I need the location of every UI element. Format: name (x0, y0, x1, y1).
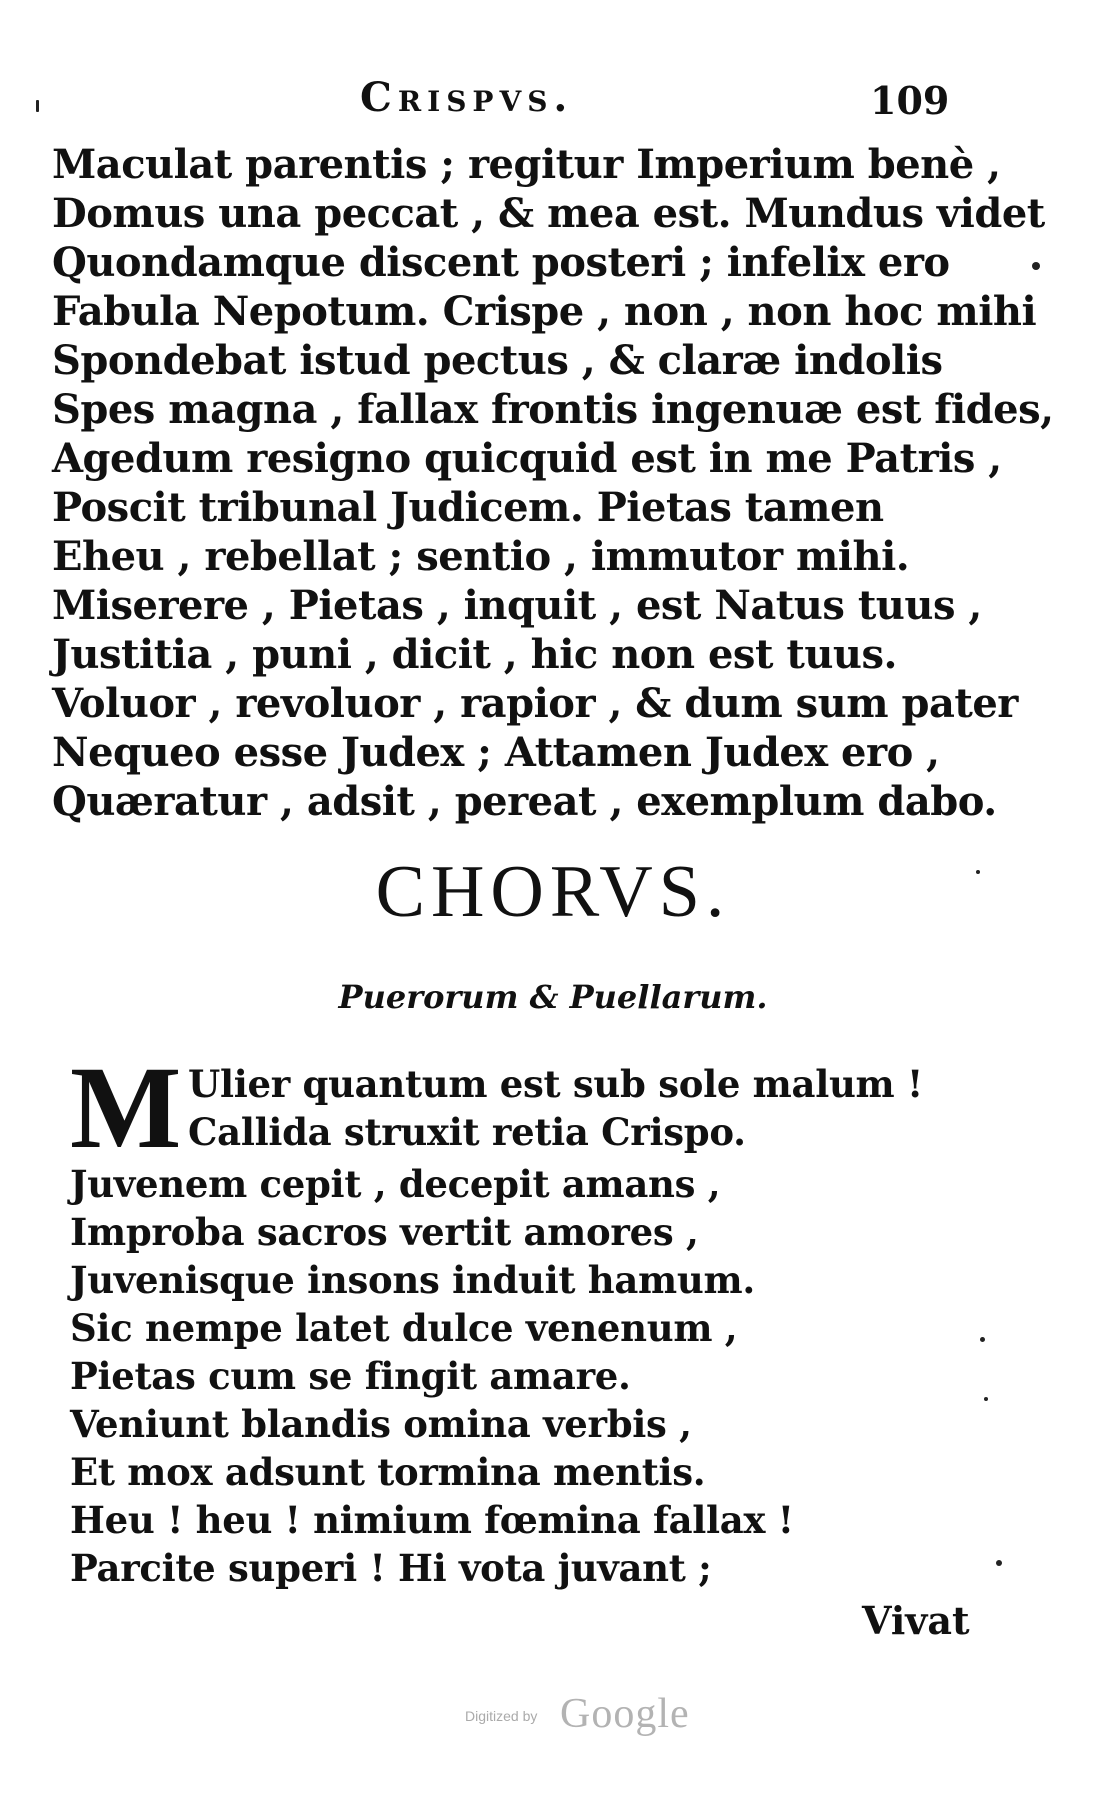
page-number: 109 (870, 78, 950, 123)
verse-line: Justitia , puni , dicit , hic non est tuus. (52, 631, 897, 678)
chorus-line: Ulier quantum est sub sole malum ! (188, 1062, 923, 1106)
chorus-line: Juvenisque insons induit hamum. (70, 1258, 755, 1302)
verse-line: Poscit tribunal Judicem. Pietas tamen (52, 484, 884, 531)
verse-line: Spes magna , fallax frontis ingenuæ est fides, (52, 386, 1054, 433)
chorus-line: Juvenem cepit , decepit amans , (70, 1162, 721, 1206)
drop-cap: M (70, 1042, 182, 1173)
verse-block (52, 140, 1054, 826)
ink-speck (996, 1560, 1002, 1566)
dropcap-lines (188, 1060, 923, 1156)
digitized-by-label: Digitized by (465, 1708, 538, 1724)
ink-speck (976, 870, 980, 874)
chorus-heading: CHORVS. (375, 851, 731, 933)
chorus-line: Sic nempe latet dulce venenum , (70, 1306, 738, 1350)
chorus-line: Callida struxit retia Crispo. (188, 1110, 746, 1154)
verse-line: Voluor , revoluor , rapior , & dum sum pater (52, 680, 1018, 727)
verse-line: Domus una peccat , & mea est. Mundus videt (52, 190, 1045, 237)
verse-line: Miserere , Pietas , inquit , est Natus tuus , (52, 582, 982, 629)
verse-line: Agedum resigno quicquid est in me Patris , (52, 435, 1002, 482)
ink-speck (980, 1337, 985, 1342)
chorus-subheading: Puerorum & Puellarum. (338, 978, 768, 1016)
catchword: Vivat (862, 1598, 970, 1643)
chorus-line: Et mox adsunt tormina mentis. (70, 1450, 706, 1494)
google-watermark: Google (560, 1691, 690, 1737)
verse-line: Maculat parentis ; regitur Imperium benè , (52, 141, 1001, 188)
ink-speck (1032, 262, 1040, 270)
verse-line: Fabula Nepotum. Crispe , non , non hoc mihi (52, 288, 1037, 335)
chorus-line: Parcite superi ! Hi vota juvant ; (70, 1546, 712, 1590)
chorus-line: Veniunt blandis omina verbis , (70, 1402, 692, 1446)
dropcap-group (70, 1042, 950, 1173)
chorus-line: Pietas cum se fingit amare. (70, 1354, 631, 1398)
ink-speck (984, 1397, 988, 1401)
running-head: Crispvs. (360, 74, 574, 121)
chorus-line: Improba sacros vertit amores , (70, 1210, 699, 1254)
verse-line: Spondebat istud pectus , & claræ indolis (52, 337, 943, 384)
chorus-line: Heu ! heu ! nimium fœmina fallax ! (70, 1498, 794, 1542)
ink-speck (36, 100, 39, 112)
verse-line: Nequeo esse Judex ; Attamen Judex ero , (52, 729, 940, 776)
verse-line: Eheu , rebellat ; sentio , immutor mihi. (52, 533, 910, 580)
chorus-block (70, 1042, 950, 1592)
page-header (0, 72, 1106, 132)
verse-line: Quæratur , adsit , pereat , exemplum dabo. (52, 778, 997, 825)
verse-line: Quondamque discent posteri ; infelix ero (52, 239, 950, 286)
